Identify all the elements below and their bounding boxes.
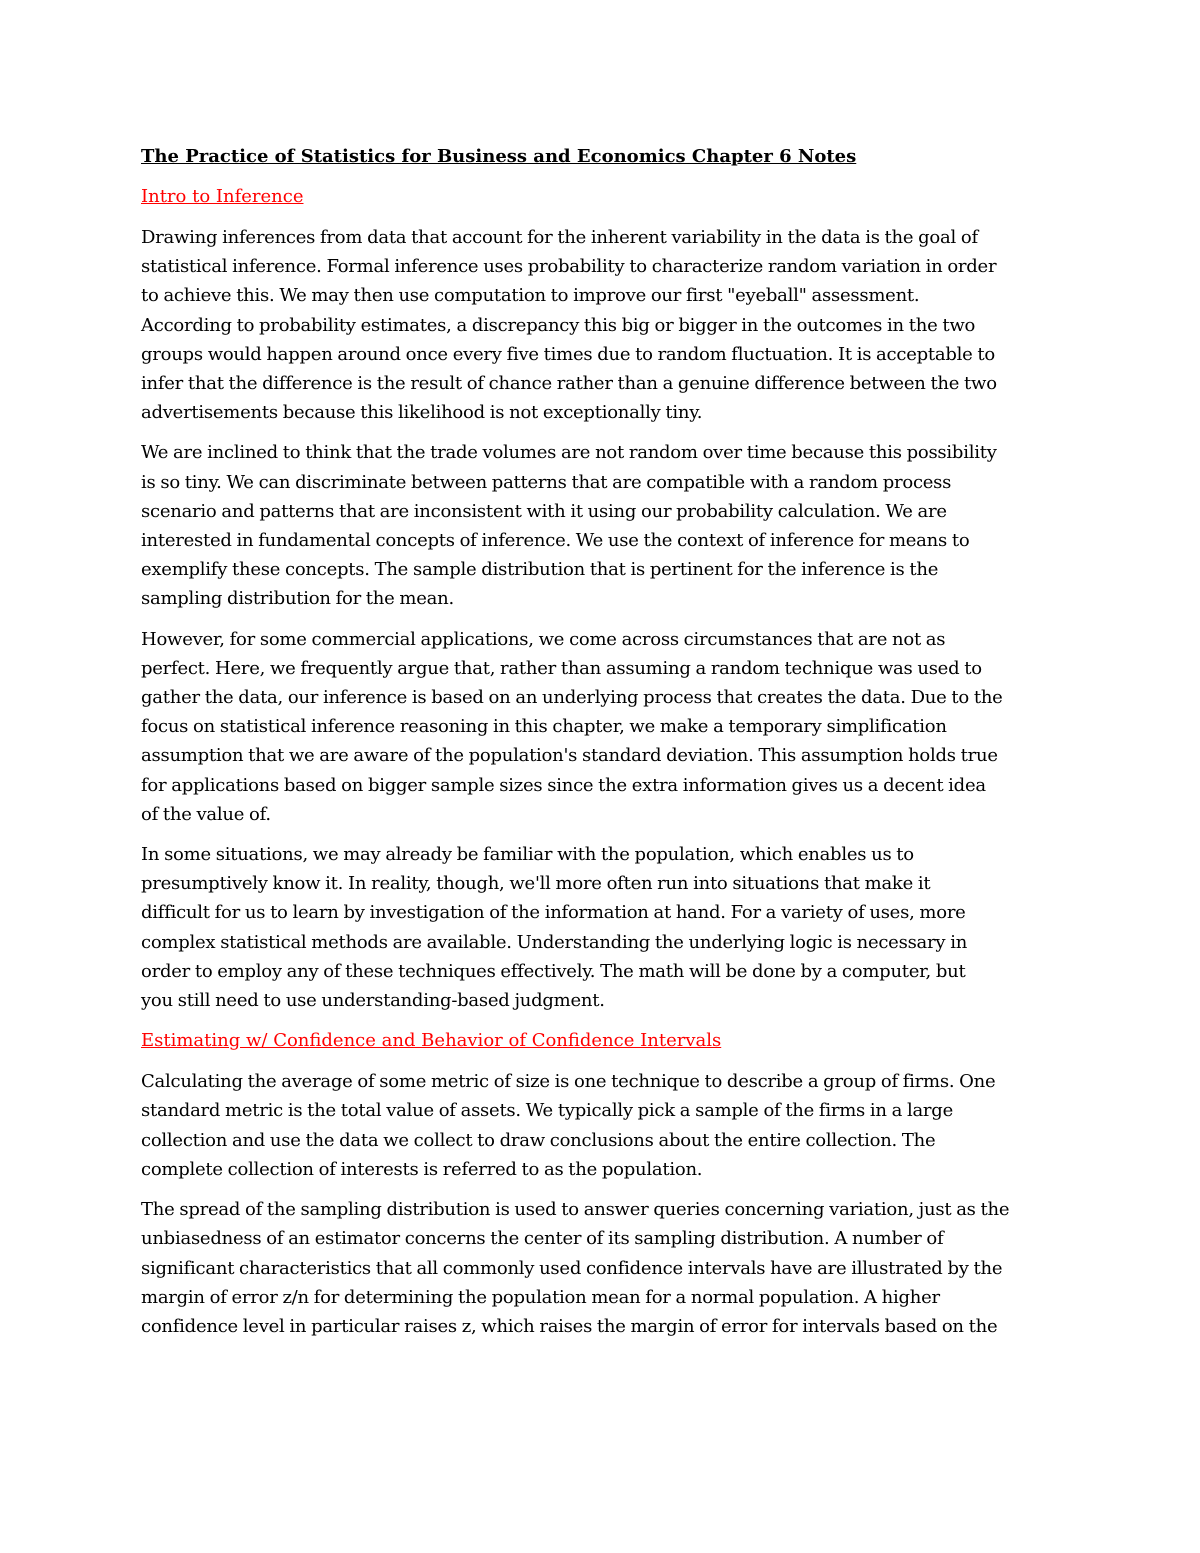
paragraph-line: you still need to use understanding-based judgment. xyxy=(141,990,605,1012)
paragraph-line: perfect. Here, we frequently argue that, rather than assuming a random technique was used to xyxy=(141,657,982,679)
paragraph-line: We are inclined to think that the trade volumes are not random over time because this possibility xyxy=(141,442,997,464)
paragraph-line: difficult for us to learn by investigation of the information at hand. For a variety of uses, more xyxy=(141,902,966,924)
paragraph-line: focus on statistical inference reasoning in this chapter, we make a temporary simplification xyxy=(141,716,947,738)
document-title: The Practice of Statistics for Business and Economics Chapter 6 Notes xyxy=(141,146,857,167)
paragraph-line: unbiasedness of an estimator concerns the center of its sampling distribution. A number of xyxy=(141,1228,944,1250)
paragraph xyxy=(141,1067,1081,1184)
paragraph-line: assumption that we are aware of the population's standard deviation. This assumption holds true xyxy=(141,745,998,767)
paragraph-line: is so tiny. We can discriminate between patterns that are compatible with a random process xyxy=(141,471,952,493)
paragraph-line: gather the data, our inference is based on an underlying process that creates the data. Due to the xyxy=(141,687,1003,709)
paragraph-line: scenario and patterns that are inconsistent with it using our probability calculation. We are xyxy=(141,500,947,522)
paragraph xyxy=(141,1195,1081,1341)
paragraph xyxy=(141,223,1081,427)
paragraph xyxy=(141,438,1081,613)
paragraph-line: for applications based on bigger sample sizes since the extra information gives us a decent idea xyxy=(141,774,986,796)
paragraph-line: standard metric is the total value of assets. We typically pick a sample of the firms in a large xyxy=(141,1100,953,1122)
paragraph-line: exemplify these concepts. The sample distribution that is pertinent for the inference is the xyxy=(141,559,939,581)
paragraph-line: complex statistical methods are available. Understanding the underlying logic is necessary in xyxy=(141,931,968,953)
paragraph-line: statistical inference. Formal inference uses probability to characterize random variation in order xyxy=(141,256,997,278)
paragraph xyxy=(141,625,1081,829)
paragraph-line: groups would happen around once every five times due to random fluctuation. It is acceptable to xyxy=(141,343,995,365)
section-heading: Estimating w/ Confidence and Behavior of Confidence Intervals xyxy=(141,1030,722,1052)
paragraph-line: According to probability estimates, a discrepancy this big or bigger in the outcomes in the two xyxy=(141,314,976,336)
paragraph-line: Drawing inferences from data that account for the inherent variability in the data is the goal of xyxy=(141,227,978,248)
document-page xyxy=(141,143,1081,1352)
paragraph-line: advertisements because this likelihood is not exceptionally tiny. xyxy=(141,402,703,424)
paragraph-line: complete collection of interests is referred to as the population. xyxy=(141,1158,703,1180)
paragraph-line: presumptively know it. In reality, though, we'll more often run into situations that make it xyxy=(141,873,931,895)
paragraph-line: confidence level in particular raises z, which raises the margin of error for intervals based on the xyxy=(141,1315,998,1337)
paragraph-line: Calculating the average of some metric of size is one technique to describe a group of firms. One xyxy=(141,1071,996,1093)
paragraph-line: interested in fundamental concepts of inference. We use the context of inference for means to xyxy=(141,530,970,552)
paragraph-line: The spread of the sampling distribution is used to answer queries concerning variation, just as the xyxy=(141,1199,1010,1221)
paragraph-line: significant characteristics that all commonly used confidence intervals have are illustrated by the xyxy=(141,1257,1003,1279)
paragraph-line: to achieve this. We may then use computation to improve our first "eyeball" assessment. xyxy=(141,285,920,307)
document-body xyxy=(141,182,1081,1341)
paragraph-line: of the value of. xyxy=(141,803,271,825)
paragraph-line: In some situations, we may already be familiar with the population, which enables us to xyxy=(141,844,914,866)
paragraph-line: collection and use the data we collect to draw conclusions about the entire collection. The xyxy=(141,1129,936,1151)
paragraph-line: margin of error z/n for determining the population mean for a normal population. A higher xyxy=(141,1286,940,1308)
paragraph xyxy=(141,840,1081,1015)
paragraph-line: sampling distribution for the mean. xyxy=(141,588,454,610)
paragraph-line: infer that the difference is the result of chance rather than a genuine difference between the two xyxy=(141,373,997,395)
section-heading: Intro to Inference xyxy=(141,186,304,207)
paragraph-line: However, for some commercial applications, we come across circumstances that are not as xyxy=(141,628,946,650)
paragraph-line: order to employ any of these techniques effectively. The math will be done by a computer, but xyxy=(141,960,966,982)
